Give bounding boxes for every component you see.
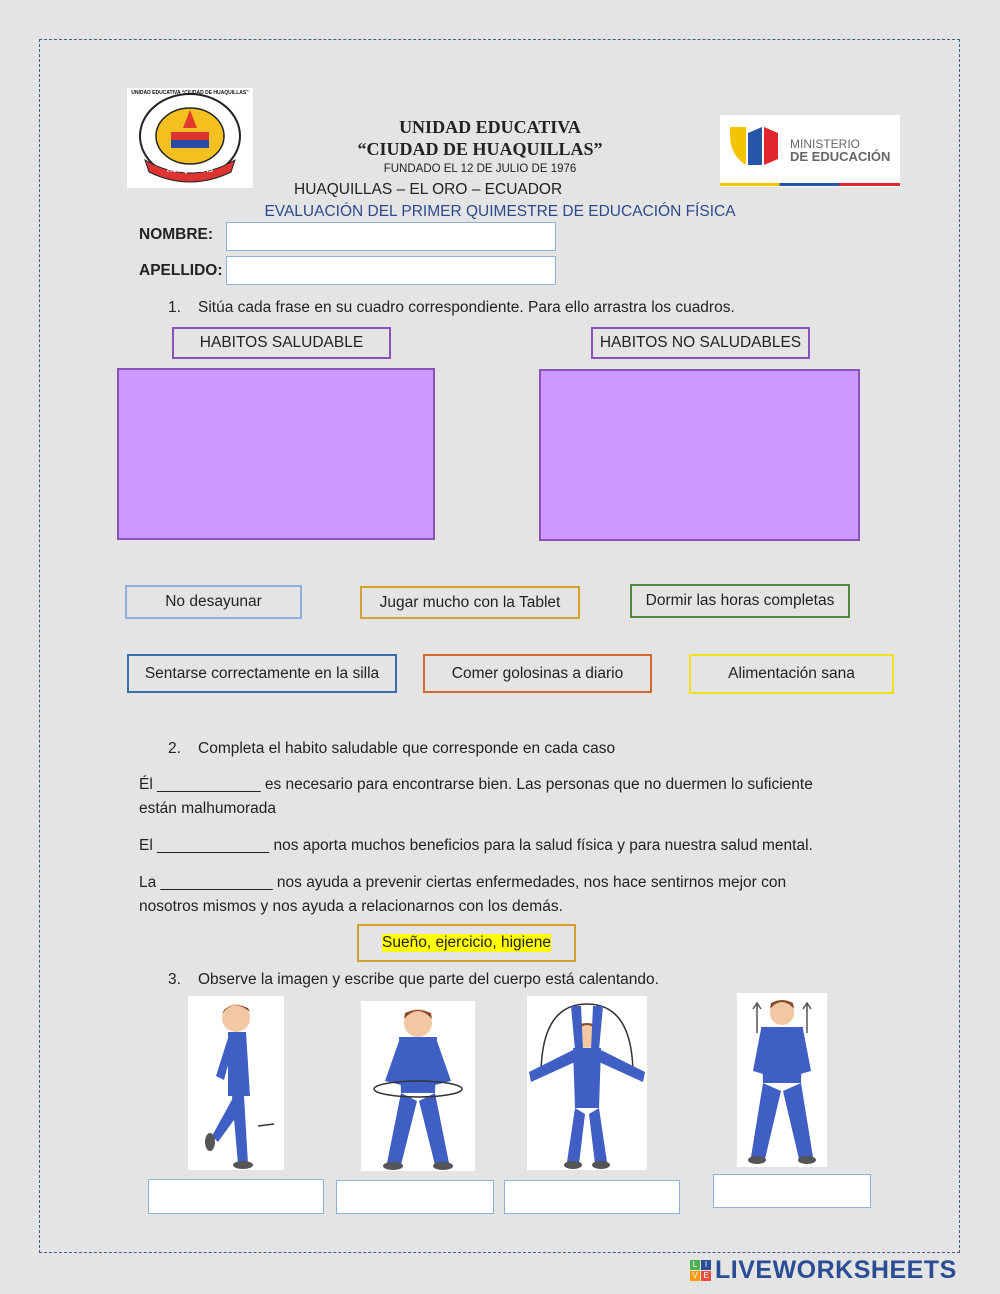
ministry-logo-stripe xyxy=(720,183,900,186)
chip-sentarse-correctamente[interactable]: Sentarse correctamente en la silla xyxy=(127,654,397,693)
q1-number: 1. xyxy=(168,299,181,316)
answer-input-2[interactable] xyxy=(336,1180,494,1214)
exercise-image-arms xyxy=(527,996,647,1170)
exercise-image-shoulders xyxy=(737,993,827,1167)
school-logo-top-text: UNIDAD EDUCATIVA “CIUDAD DE HUAQUILLAS” xyxy=(131,90,249,96)
word-bank-text: Sueño, ejercicio, higiene xyxy=(382,934,551,951)
founded-date: FUNDADO EL 12 DE JULIO DE 1976 xyxy=(383,163,577,175)
school-subname: “CIUDAD DE HUAQUILLAS” xyxy=(357,139,603,159)
q2-sentence3-line1: La _____________ nos ayuda a prevenir ciertas enfermedades, nos hace sentirnos mejor con xyxy=(139,874,787,891)
badge-letter-l: L xyxy=(690,1260,700,1270)
q2-text: Completa el habito saludable que corresponde en cada caso xyxy=(198,740,616,757)
answer-input-1[interactable] xyxy=(148,1179,324,1214)
school-name: UNIDAD EDUCATIVA xyxy=(399,117,581,137)
exercise-image-hip xyxy=(361,1001,475,1171)
q1-text: Sitúa cada frase en su cuadro correspondiente. Para ello arrastra los cuadros. xyxy=(198,299,735,316)
q2-sentence2: El _____________ nos aporta muchos beneficios para la salud física y para nuestra salud mental. xyxy=(139,837,813,854)
q2-sentence1-line2: están malhumorada xyxy=(139,800,276,817)
healthy-dropzone[interactable] xyxy=(117,368,435,540)
word-bank xyxy=(357,924,576,962)
q3-number: 3. xyxy=(168,971,181,988)
answer-input-3[interactable] xyxy=(504,1180,680,1214)
chip-comer-golosinas[interactable]: Comer golosinas a diario xyxy=(423,654,652,693)
q3-text: Observe la imagen y escribe que parte del cuerpo está calentando. xyxy=(198,971,659,988)
surname-input[interactable] xyxy=(226,256,556,285)
q2-sentence1-line1: Él ____________ es necesario para encontrarse bien. Las personas que no duermen lo suficiente xyxy=(139,776,813,793)
unhealthy-header: HABITOS NO SALUDABLES xyxy=(591,327,810,359)
answer-input-4[interactable] xyxy=(713,1174,871,1208)
chip-jugar-tablet[interactable]: Jugar mucho con la Tablet xyxy=(360,586,580,619)
chip-no-desayunar[interactable]: No desayunar xyxy=(125,585,302,619)
badge-letter-i: I xyxy=(701,1260,711,1270)
ministry-logo-line2: DE EDUCACIÓN xyxy=(790,149,891,164)
ministry-logo-line1: MINISTERIO xyxy=(790,137,861,151)
liveworksheets-badge xyxy=(690,1260,711,1281)
healthy-header: HABITOS SALUDABLE xyxy=(172,327,391,359)
chip-alimentacion-sana[interactable]: Alimentación sana xyxy=(689,654,894,694)
q2-number: 2. xyxy=(168,740,181,757)
q2-sentence3-line2: nosotros mismos y nos ayuda a relacionarnos con los demás. xyxy=(139,898,563,915)
chip-dormir-horas[interactable]: Dormir las horas completas xyxy=(630,584,850,618)
badge-letter-v: V xyxy=(690,1271,700,1281)
location: HUAQUILLAS – EL ORO – ECUADOR xyxy=(294,181,563,198)
surname-label: APELLIDO: xyxy=(139,262,223,279)
evaluation-title: EVALUACIÓN DEL PRIMER QUIMESTRE DE EDUCACIÓN FÍSICA xyxy=(264,203,736,220)
name-input[interactable] xyxy=(226,222,556,251)
school-logo xyxy=(127,88,253,188)
exercise-image-knee xyxy=(188,996,284,1170)
school-logo-bottom-text: HUAQUILLAS xyxy=(167,167,213,174)
ministry-logo xyxy=(720,115,900,187)
liveworksheets-text: LIVEWORKSHEETS xyxy=(715,1256,957,1284)
badge-letter-e: E xyxy=(701,1271,711,1281)
name-label: NOMBRE: xyxy=(139,226,214,243)
liveworksheets-logo xyxy=(690,1256,957,1285)
unhealthy-dropzone[interactable] xyxy=(539,369,860,541)
